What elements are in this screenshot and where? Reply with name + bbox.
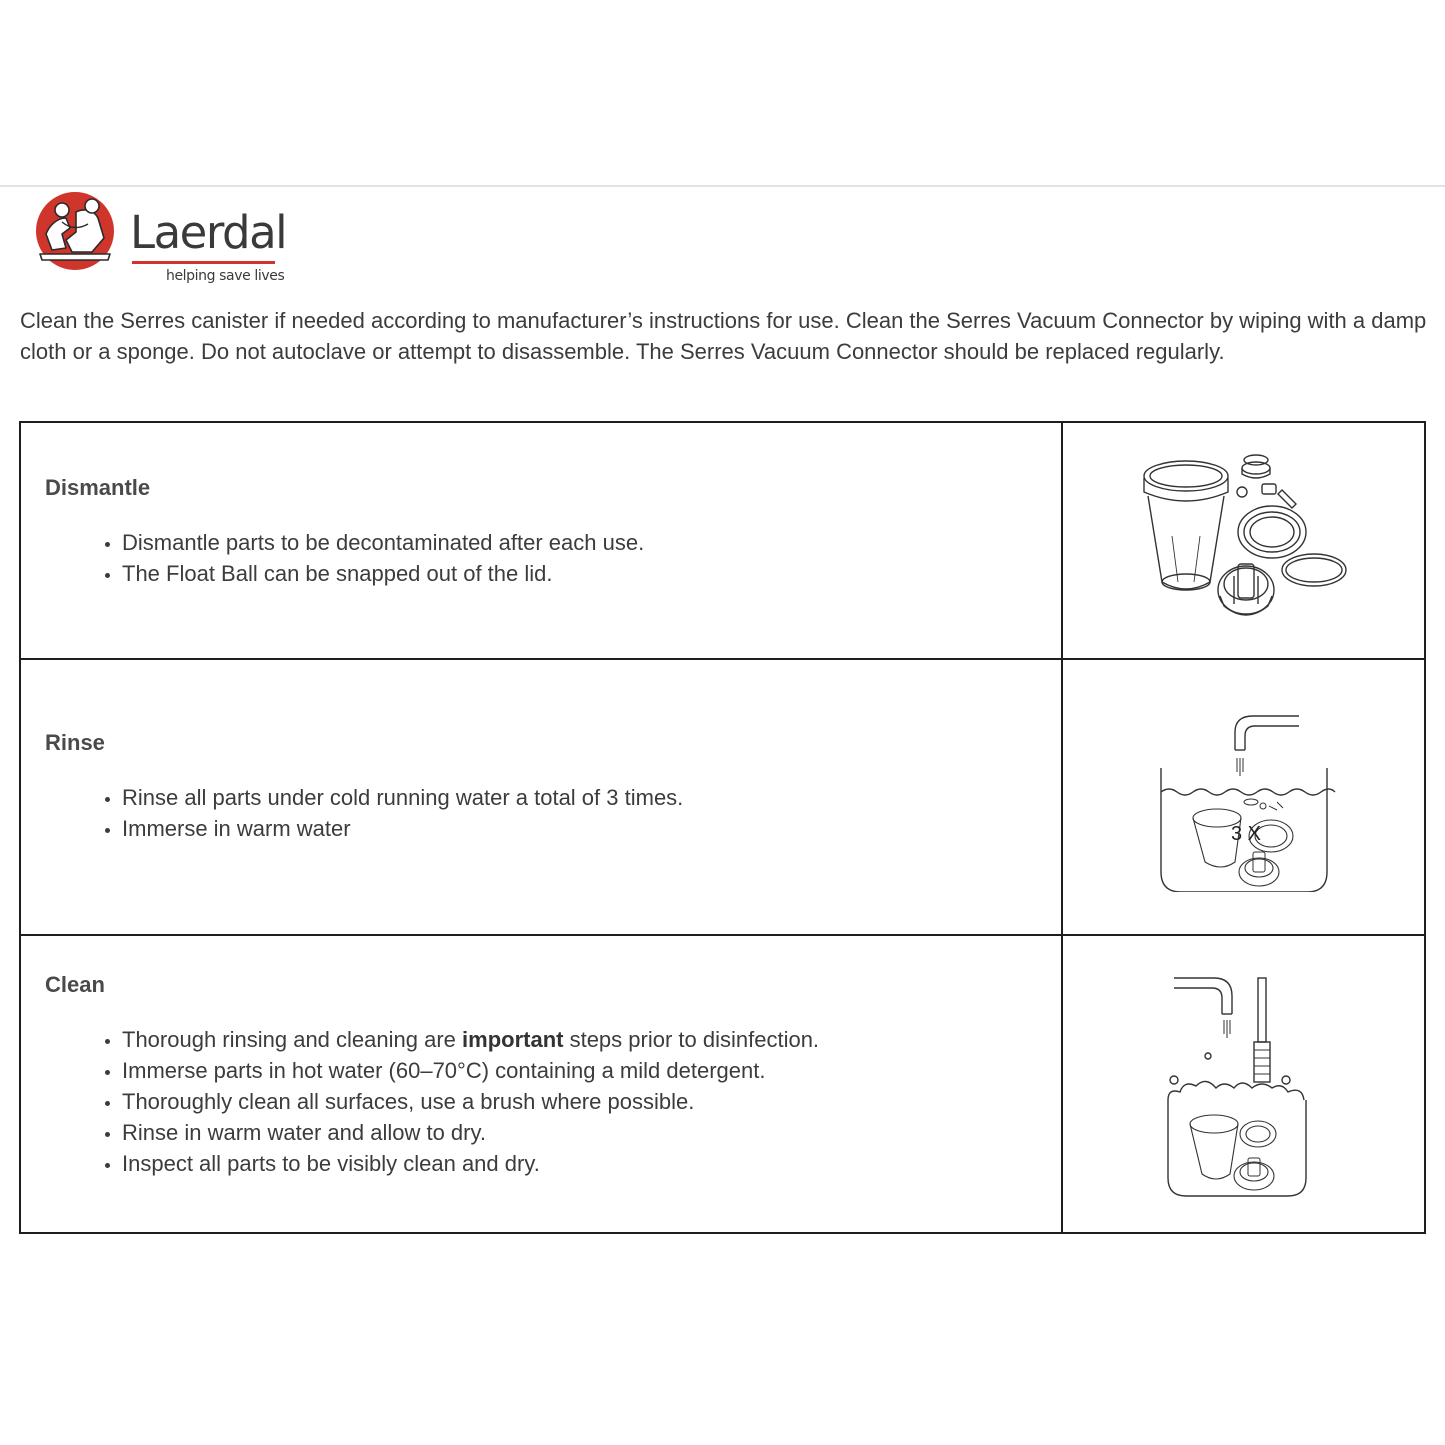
step-bullet-list (21, 527, 1061, 589)
clean-with-brush-icon (1154, 964, 1334, 1204)
list-item: • Inspect all parts to be visibly clean and dry. (122, 1148, 1061, 1179)
list-item (122, 1024, 1061, 1055)
list-item: • Rinse all parts under cold running water a total of 3 times. (122, 782, 1061, 813)
table-row (20, 935, 1425, 1233)
logo-wordmark: Laerdal (130, 206, 287, 259)
logo-tagline: helping save lives (166, 268, 285, 284)
list-item: • Immerse in warm water (122, 813, 1061, 844)
step-bullet-list (21, 1024, 1061, 1179)
list-item: • Dismantle parts to be decontaminated after each use. (122, 527, 1061, 558)
step-text-cell (20, 935, 1062, 1233)
rinse-times-label: 3 X (1230, 823, 1261, 845)
step-heading-rinse: Rinse (45, 730, 105, 755)
bullet-emphasis: important (462, 1027, 564, 1052)
laerdal-logo (32, 188, 292, 288)
table-row (20, 659, 1425, 935)
logo-emblem-icon (32, 188, 120, 276)
list-item: • Rinse in warm water and allow to dry. (122, 1117, 1061, 1148)
list-item: • The Float Ball can be snapped out of the lid. (122, 558, 1061, 589)
step-heading-dismantle: Dismantle (45, 475, 151, 500)
top-divider (0, 185, 1445, 187)
canister-parts-icon (1134, 446, 1354, 636)
table-row (20, 422, 1425, 659)
step-text-cell (20, 659, 1062, 935)
step-illustration-cell (1062, 422, 1425, 659)
bullet-text-after: steps prior to disinfection. (563, 1027, 820, 1052)
step-illustration-cell (1062, 935, 1425, 1233)
intro-paragraph: Clean the Serres canister if needed according to manufacturer’s instructions for use. Clean the Serres Vacuum Connector by wiping with a damp cloth or a sponge. Do not autoclave or attempt to disassemble. The Serres Vacuum Connector should be replaced regularly. (20, 308, 1427, 364)
rinse-in-water-icon (1149, 702, 1339, 892)
cleaning-steps-table (19, 421, 1426, 1234)
step-bullet-list (21, 782, 1061, 844)
list-item: • Immerse parts in hot water (60–70°C) containing a mild detergent. (122, 1055, 1061, 1086)
step-heading-clean: Clean (45, 972, 105, 997)
step-illustration-cell (1062, 659, 1425, 935)
bullet-text-before: Thorough rinsing and cleaning are (122, 1027, 463, 1052)
step-text-cell (20, 422, 1062, 659)
logo-underline (132, 261, 275, 264)
list-item: • Thoroughly clean all surfaces, use a brush where possible. (122, 1086, 1061, 1117)
